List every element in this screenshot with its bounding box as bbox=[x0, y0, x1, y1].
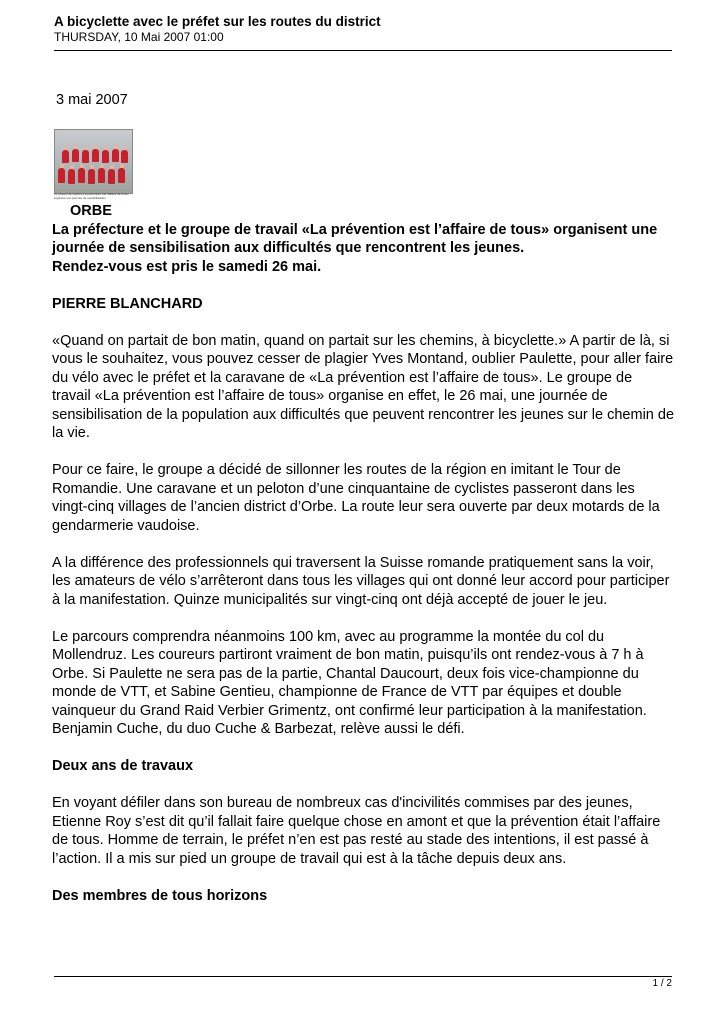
article-body bbox=[52, 202, 674, 924]
document-header bbox=[54, 14, 672, 45]
header-divider bbox=[54, 50, 672, 51]
location-dateline: ORBE bbox=[70, 203, 112, 219]
photo-caption: Le groupe de travail «La prévention est l'affaire de tous» organise une journée de sensibilisation. bbox=[54, 193, 129, 200]
article-datetime: THURSDAY, 10 Mai 2007 01:00 bbox=[54, 30, 224, 44]
lead-paragraph: La préfecture et le groupe de travail «La prévention est l’affaire de tous» organisent une journée de sensibilisation aux difficultés que rencontrent les jeunes. bbox=[52, 221, 658, 256]
body-paragraph: En voyant défiler dans son bureau de nombreux cas d'incivilités commises par des jeunes, Etienne Roy s’est dit qu’il fallait faire quelque chose en amont et que la prévention était l’affaire de tous. Homme de terrain, le préfet n’en est pas resté au stade des intentions, il est passé à l’action. Il a mis sur pied un groupe de travail qui est à la tâche depuis deux ans. bbox=[52, 795, 661, 867]
body-paragraph: Pour ce faire, le groupe a décidé de sillonner les routes de la région en imitant le Tour de Romandie. Une caravane et un peloton d’une cinquantaine de cyclistes passeront dans les vingt-cinq villages de l’ancien district d’Orbe. La route leur sera ouverte par deux motards de la gendarmerie vaudoise. bbox=[52, 462, 660, 534]
body-paragraph: A la différence des professionnels qui traversent la Suisse romande pratiquement sans la voir, les amateurs de vélo s’arrêteront dans tous les villages qui ont donné leur accord pour participer à la manifestation. Quinze municipalités sur vingt-cinq ont déjà accepté de jouer le jeu. bbox=[52, 554, 670, 608]
body-paragraph: «Quand on partait de bon matin, quand on partait sur les chemins, à bicyclette.» A partir de là, si vous le souhaitez, vous pouvez cesser de plagier Yves Montand, oublier Paulette, pour aller faire du vélo avec le préfet et la caravane de «La prévention est l’affaire de tous». Le groupe de travail «La prévention est l’affaire de tous» organise en effet, le 26 mai, une journée de sensibilisation de la population aux difficultés que peuvent rencontrer les jeunes sur le chemin de la vie. bbox=[52, 332, 675, 441]
author-byline: PIERRE BLANCHARD bbox=[52, 295, 203, 312]
body-paragraph: Le parcours comprendra néanmoins 100 km, avec au programme la montée du col du Mollendruz. Les coureurs partiront vraiment de bon matin, puisqu’ils ont rendez-vous à 7 h à Orbe. Si Paulette ne sera pas de la partie, Chantal Daucourt, deux fois vice-championne du monde de VTT, et Sabine Gentieu, championne de France de VTT par équipes et double vainqueur du Grand Raid Verbier Grimentz, ont confirmé leur participation à la manifestation. Benjamin Cuche, du duo Cuche & Barbezat, relève aussi le défi. bbox=[52, 628, 647, 737]
page-number: 1 / 2 bbox=[652, 978, 672, 989]
article-title: A bicyclette avec le préfet sur les routes du district bbox=[54, 14, 381, 29]
section-heading: Des membres de tous horizons bbox=[52, 887, 268, 904]
group-photo bbox=[54, 129, 133, 194]
footer-divider bbox=[54, 976, 672, 977]
lead-appointment: Rendez-vous est pris le samedi 26 mai. bbox=[52, 258, 322, 275]
publication-date: 3 mai 2007 bbox=[56, 92, 128, 108]
section-heading: Deux ans de travaux bbox=[52, 758, 194, 774]
